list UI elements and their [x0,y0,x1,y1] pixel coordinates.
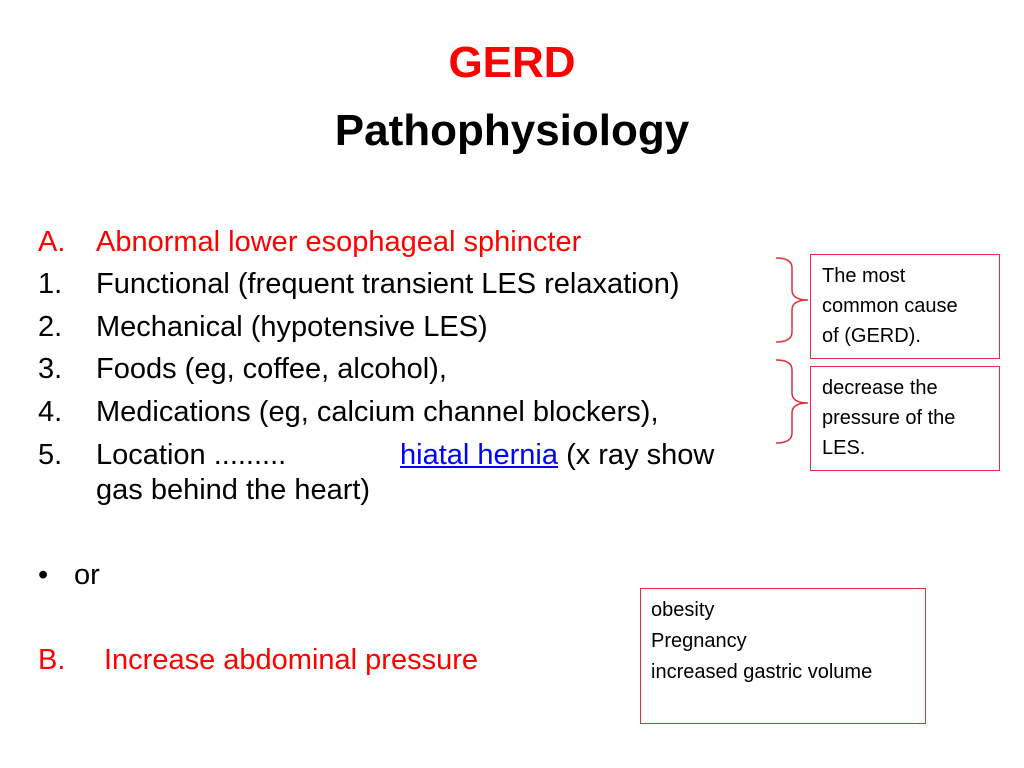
list-item-text: Foods (eg, coffee, alcohol), [96,353,447,385]
decrease-pressure-callout [810,366,1000,471]
callout-line: decrease the [822,377,938,399]
list-item-continuation-text: gas behind the heart) [96,474,371,506]
bullet-text: or [74,559,100,591]
section-a-text: Abnormal lower esophageal sphincter [96,226,582,258]
bullet-icon: • [38,559,49,591]
list-item-text: Medications (eg, calcium channel blockers), [96,396,659,428]
list-item-marker: 5. [38,439,63,471]
abdominal-pressure-callout [640,588,926,724]
page-subtitle: Pathophysiology [334,106,690,155]
callout-line: Pregnancy [651,630,747,652]
common-cause-callout [810,254,1000,359]
section-a [0,224,780,260]
callout-line: common cause [822,295,958,317]
section-b [0,642,600,678]
list-item [0,266,780,302]
callout-line: increased gastric volume [651,661,873,683]
list-item-after-text: (x ray show [566,439,715,471]
list-item-marker: 1. [38,268,63,300]
callout-line: pressure of the [822,407,956,429]
list-item-text: Mechanical (hypotensive LES) [96,311,488,343]
section-b-text: Increase abdominal pressure [104,644,478,676]
list-item-text: Location ......... [96,439,287,471]
list-item [0,394,780,430]
callout-line: LES. [822,437,866,459]
callout-line: of (GERD). [822,325,921,347]
right-brace-icon [776,258,808,342]
list-item-continuation [0,472,780,508]
list-item-text: Functional (frequent transient LES relaxation) [96,268,680,300]
hiatal-hernia-link[interactable]: hiatal hernia [400,439,558,471]
bullet-item [0,557,300,593]
list-item-marker: 3. [38,353,63,385]
list-item-marker: 2. [38,311,63,343]
list-item [0,309,780,345]
callout-line: The most [822,265,906,287]
section-a-marker: A. [38,226,66,258]
list-item-marker: 4. [38,396,63,428]
callout-line: obesity [651,599,715,621]
right-brace-icon [776,360,808,443]
list-item [0,351,780,387]
page-title: GERD [448,38,576,87]
section-b-marker: B. [38,644,66,676]
list-item [0,437,780,473]
